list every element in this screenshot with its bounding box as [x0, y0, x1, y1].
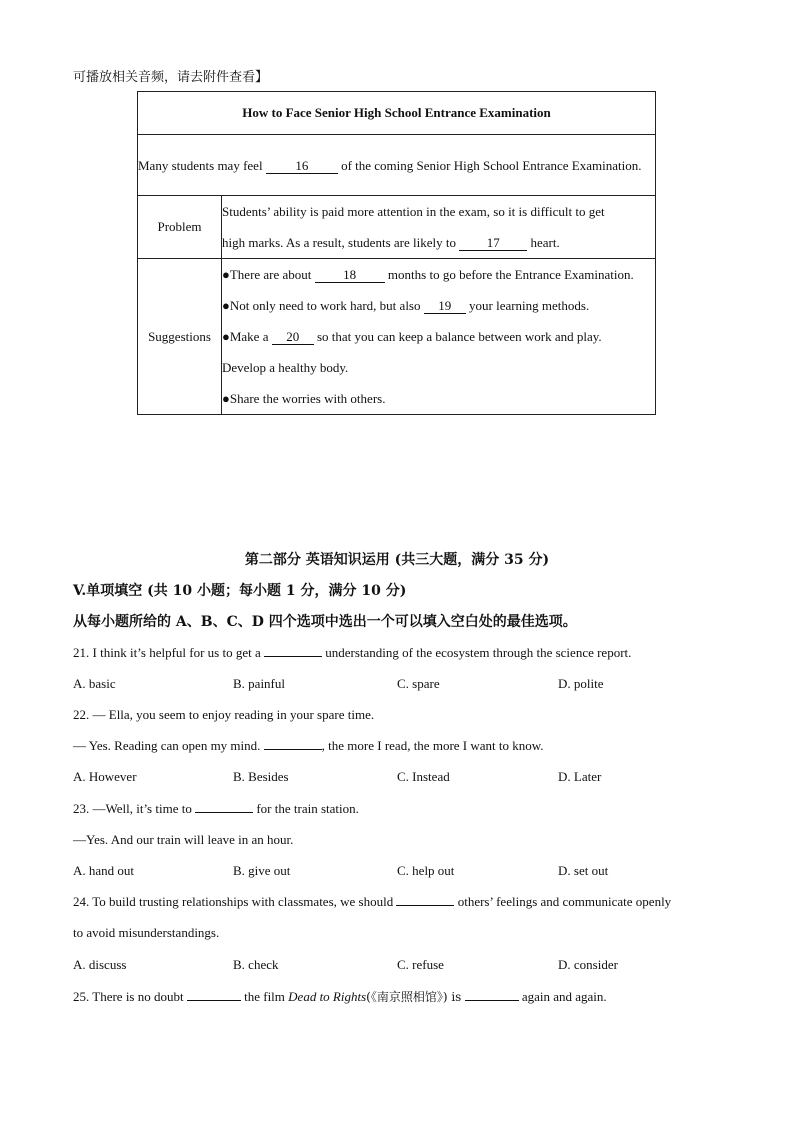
suggestion-4: Develop a healthy body. — [222, 360, 349, 375]
table-title: How to Face Senior High School Entrance Examination — [138, 92, 656, 135]
intro-text-before: Many students may feel — [138, 157, 263, 173]
blank-17: 17 — [459, 236, 527, 251]
q22-option-a: A. However — [73, 769, 137, 784]
intro-text-after: of the coming Senior High School Entrance Examination. — [341, 157, 642, 173]
suggestion-2-after: your learning methods. — [469, 298, 590, 313]
blank-18: 18 — [315, 268, 385, 283]
question-21 — [73, 645, 631, 661]
blank-20: 20 — [272, 330, 314, 345]
q21-stem-after: understanding of the ecosystem through the science report. — [325, 645, 632, 660]
q23-option-a: A. hand out — [73, 863, 135, 878]
q22-blank — [264, 738, 322, 750]
q21-option-a: A. basic — [73, 676, 116, 691]
q21-option-c: C. spare — [397, 676, 440, 691]
part-two-title: 第二部分 英语知识运用 (共三大题，满分 35 分) — [244, 552, 550, 568]
section-heading: V.单项填空 (共 10 小题；每小题 1 分，满分 10 分) — [73, 583, 407, 599]
intro-cell — [138, 135, 656, 196]
q21-option-b: B. painful — [233, 676, 285, 691]
blank-19: 19 — [424, 299, 466, 314]
problem-line2 — [222, 227, 655, 258]
q25-blank-1 — [187, 989, 241, 1001]
q21-option-d: D. polite — [558, 676, 604, 691]
q22-option-b: B. Besides — [233, 769, 289, 784]
suggestion-2-before: ●Not only need to work hard, but also — [222, 298, 421, 313]
problem-line1: Students’ ability is paid more attention in the exam, so it is difficult to get — [222, 204, 605, 219]
q25-stem-mid: the film — [244, 989, 285, 1004]
problem-line2-before: high marks. As a result, students are likely to — [222, 235, 456, 250]
section-instruction: 从每小题所给的 A、B、C、D 四个选项中选出一个可以填入空白处的最佳选项。 — [73, 614, 577, 630]
q24-option-a: A. discuss — [73, 957, 127, 972]
suggestion-3-after: so that you can keep a balance between work and play. — [316, 329, 602, 344]
q24-line1-before: 24. To build trusting relationships with classmates, we should — [73, 894, 394, 909]
suggestion-3-before: ●Make a — [222, 329, 269, 344]
question-22-line1: 22. — Ella, you seem to enjoy reading in your spare time. — [73, 707, 375, 722]
problem-label: Problem — [138, 196, 222, 259]
q21-stem-before: 21. I think it’s helpful for us to get a — [73, 645, 261, 660]
q24-option-d: D. consider — [558, 957, 618, 972]
question-25 — [73, 988, 607, 1005]
q25-stem-after: again and again. — [521, 989, 607, 1004]
blank-16: 16 — [266, 159, 338, 174]
q25-blank-2 — [465, 989, 519, 1001]
q23-option-b: B. give out — [233, 863, 291, 878]
question-22-line2 — [73, 738, 544, 754]
problem-line2-after: heart. — [530, 235, 560, 250]
q25-stem-before: 25. There is no doubt — [73, 989, 184, 1004]
suggestion-1-after: months to go before the Entrance Examination. — [387, 267, 634, 282]
suggestion-2 — [222, 290, 655, 321]
top-note: 可播放相关音频，请去附件查看】 — [73, 70, 269, 85]
question-23-line2: —Yes. And our train will leave in an hour. — [73, 832, 294, 847]
q24-option-c: C. refuse — [397, 957, 444, 972]
question-24-line1 — [73, 894, 671, 910]
q23-line1-after: for the train station. — [256, 801, 359, 816]
q22-line2-after: , the more I read, the more I want to know. — [321, 738, 544, 753]
suggestions-cell — [222, 259, 656, 415]
summary-table — [137, 91, 656, 415]
q23-option-c: C. help out — [397, 863, 455, 878]
problem-cell — [222, 196, 656, 259]
q22-option-c: C. Instead — [397, 769, 450, 784]
q23-option-d: D. set out — [558, 863, 609, 878]
q22-line2-before: — Yes. Reading can open my mind. — [73, 738, 261, 753]
q24-line1-after: others’ feelings and communicate openly — [457, 894, 672, 909]
q22-option-d: D. Later — [558, 769, 602, 784]
q25-film-title: Dead to Rights — [288, 989, 367, 1004]
suggestions-label: Suggestions — [138, 259, 222, 415]
q24-blank — [396, 894, 454, 906]
q25-stem-mid2: (《南京照相馆》) is — [366, 990, 462, 1004]
suggestion-1 — [222, 259, 655, 290]
suggestion-5: ●Share the worries with others. — [222, 391, 386, 406]
question-23-line1 — [73, 801, 359, 817]
q23-line1-before: 23. —Well, it’s time to — [73, 801, 192, 816]
q23-blank — [195, 801, 253, 813]
q24-option-b: B. check — [233, 957, 279, 972]
suggestion-1-before: ●There are about — [222, 267, 312, 282]
q21-blank — [264, 645, 322, 657]
suggestion-3 — [222, 321, 655, 352]
question-24-line2: to avoid misunderstandings. — [73, 925, 220, 940]
